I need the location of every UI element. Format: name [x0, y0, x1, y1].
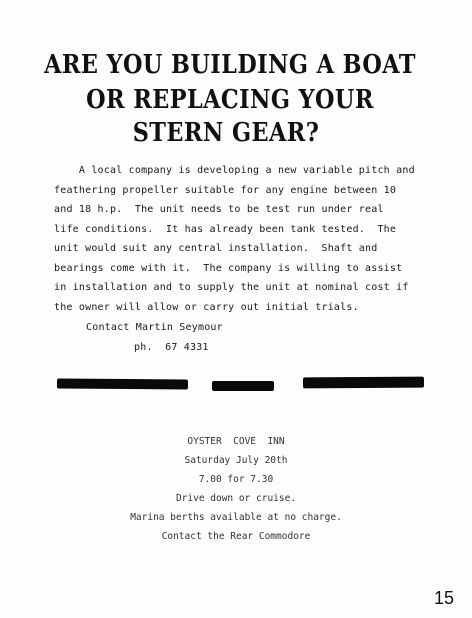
body-line: A local company is developing a new variable pitch and: [54, 165, 415, 176]
event-berths: Marina berths available at no charge.: [130, 512, 342, 523]
event-time: 7.00 for 7.30: [198, 474, 274, 485]
event-contact: Contact the Rear Commodore: [161, 531, 311, 542]
contact-phone: ph. 67 4331: [134, 342, 209, 353]
headline-line-1: ARE YOU BUILDING A BOAT: [44, 50, 416, 80]
event-venue: OYSTER COVE INN: [187, 436, 285, 447]
event-instruction: Drive down or cruise.: [175, 493, 297, 504]
body-line: bearings come with it. The company is willing to assist: [54, 262, 403, 274]
page-number: 15: [433, 588, 454, 608]
headline-line-3: STERN GEAR?: [132, 118, 320, 148]
headline-line-2: OR REPLACING YOUR: [86, 85, 374, 115]
body-line: feathering propeller suitable for any engine between 10: [54, 184, 397, 196]
event-date: Saturday July 20th: [184, 455, 288, 466]
redaction-bar: [212, 381, 274, 391]
body-line: the owner will allow or carry out initial trials.: [54, 301, 359, 313]
redaction-bar: [303, 377, 424, 389]
body-line: and 18 h.p. The unit needs to be test run under real: [54, 204, 384, 215]
body-paragraph: [54, 161, 415, 317]
body-line: unit would suit any central installation. Shaft and: [54, 243, 378, 254]
redaction-bar: [57, 379, 188, 390]
body-line: in installation and to supply the unit at nominal cost if: [54, 282, 409, 293]
contact-name: Contact Martin Seymour: [86, 322, 223, 333]
body-line: life conditions. It has already been tank tested. The: [54, 223, 397, 235]
